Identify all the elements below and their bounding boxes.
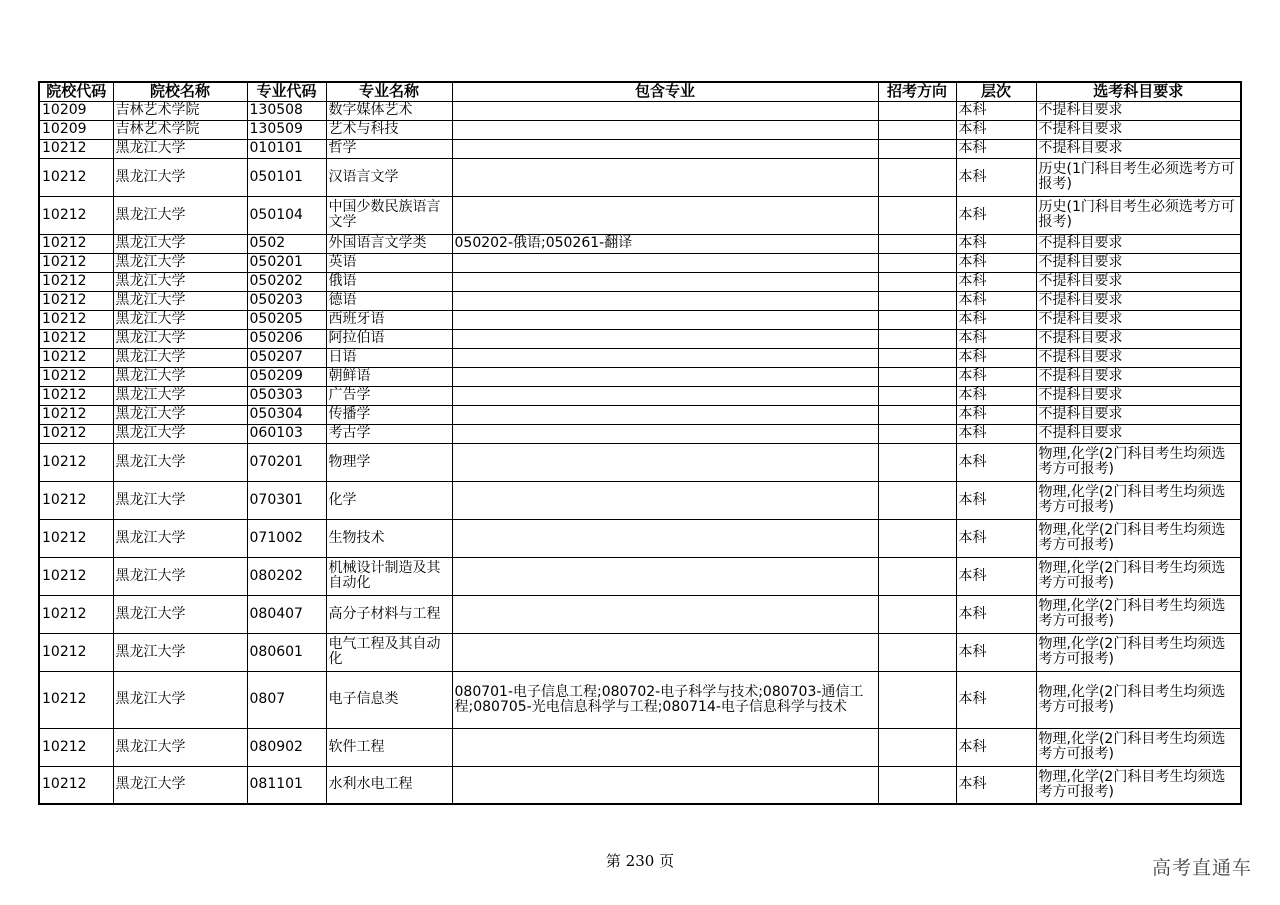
table-row (39, 120, 1241, 139)
major-code-cell: 050101 (247, 158, 326, 196)
level-cell: 本科 (956, 424, 1036, 443)
major-name-cell: 中国少数民族语言文学 (326, 196, 452, 234)
school-name-cell: 黑龙江大学 (113, 405, 247, 424)
school-name-cell: 黑龙江大学 (113, 424, 247, 443)
major-name-cell: 电气工程及其自动化 (326, 633, 452, 671)
level-cell: 本科 (956, 671, 1036, 728)
level-cell: 本科 (956, 196, 1036, 234)
school-code-cell: 10212 (39, 329, 113, 348)
table-row (39, 253, 1241, 272)
included-majors-cell (452, 120, 878, 139)
watermark-text: 高考直通车 (1151, 857, 1252, 879)
school-code-cell: 10212 (39, 671, 113, 728)
school-name-cell: 黑龙江大学 (113, 158, 247, 196)
major-name-cell: 电子信息类 (326, 671, 452, 728)
school-name-cell: 黑龙江大学 (113, 633, 247, 671)
level-cell: 本科 (956, 120, 1036, 139)
major-code-cell: 050202 (247, 272, 326, 291)
major-name-cell: 数字媒体艺术 (326, 101, 452, 120)
table-row (39, 671, 1241, 728)
school-name-cell: 黑龙江大学 (113, 253, 247, 272)
subject-requirement-cell: 不提科目要求 (1036, 120, 1241, 139)
direction-cell (878, 728, 956, 766)
major-name-cell: 机械设计制造及其自动化 (326, 557, 452, 595)
subject-requirement-cell: 物理,化学(2门科目考生均须选考方可报考) (1036, 481, 1241, 519)
school-code-cell: 10212 (39, 272, 113, 291)
table-row (39, 766, 1241, 804)
school-name-cell: 黑龙江大学 (113, 348, 247, 367)
major-code-cell: 050207 (247, 348, 326, 367)
subject-requirement-cell: 历史(1门科目考生必须选考方可报考) (1036, 158, 1241, 196)
table-row (39, 633, 1241, 671)
major-code-cell: 050209 (247, 367, 326, 386)
major-code-cell: 070201 (247, 443, 326, 481)
major-name-cell: 汉语言文学 (326, 158, 452, 196)
table-row (39, 158, 1241, 196)
major-name-cell: 俄语 (326, 272, 452, 291)
major-code-cell: 080202 (247, 557, 326, 595)
level-cell: 本科 (956, 766, 1036, 804)
direction-cell (878, 101, 956, 120)
major-name-cell: 高分子材料与工程 (326, 595, 452, 633)
school-code-cell: 10212 (39, 728, 113, 766)
school-code-cell: 10212 (39, 291, 113, 310)
school-code-cell: 10212 (39, 443, 113, 481)
major-code-cell: 080407 (247, 595, 326, 633)
column-header: 招考方向 (878, 82, 956, 101)
major-code-cell: 050203 (247, 291, 326, 310)
subject-requirement-cell: 不提科目要求 (1036, 291, 1241, 310)
school-name-cell: 黑龙江大学 (113, 196, 247, 234)
column-header: 包含专业 (452, 82, 878, 101)
included-majors-cell (452, 481, 878, 519)
included-majors-cell (452, 728, 878, 766)
direction-cell (878, 234, 956, 253)
direction-cell (878, 481, 956, 519)
major-code-cell: 050205 (247, 310, 326, 329)
major-code-cell: 010101 (247, 139, 326, 158)
direction-cell (878, 386, 956, 405)
direction-cell (878, 253, 956, 272)
major-code-cell: 050104 (247, 196, 326, 234)
level-cell: 本科 (956, 272, 1036, 291)
table-body (39, 101, 1241, 804)
included-majors-cell (452, 139, 878, 158)
level-cell: 本科 (956, 481, 1036, 519)
table-row (39, 310, 1241, 329)
major-code-cell: 071002 (247, 519, 326, 557)
direction-cell (878, 443, 956, 481)
level-cell: 本科 (956, 291, 1036, 310)
major-code-cell: 050304 (247, 405, 326, 424)
school-code-cell: 10212 (39, 424, 113, 443)
included-majors-cell (452, 253, 878, 272)
included-majors-cell (452, 766, 878, 804)
admission-table-container (38, 81, 1240, 805)
school-code-cell: 10209 (39, 120, 113, 139)
included-majors-cell (452, 367, 878, 386)
included-majors-cell (452, 405, 878, 424)
page-number: 第 230 页 (605, 852, 675, 870)
subject-requirement-cell: 物理,化学(2门科目考生均须选考方可报考) (1036, 443, 1241, 481)
school-name-cell: 黑龙江大学 (113, 291, 247, 310)
subject-requirement-cell: 物理,化学(2门科目考生均须选考方可报考) (1036, 766, 1241, 804)
direction-cell (878, 633, 956, 671)
school-name-cell: 黑龙江大学 (113, 728, 247, 766)
major-code-cell: 050206 (247, 329, 326, 348)
column-header: 院校代码 (39, 82, 113, 101)
level-cell: 本科 (956, 386, 1036, 405)
level-cell: 本科 (956, 310, 1036, 329)
school-code-cell: 10212 (39, 386, 113, 405)
subject-requirement-cell: 历史(1门科目考生必须选考方可报考) (1036, 196, 1241, 234)
major-name-cell: 艺术与科技 (326, 120, 452, 139)
subject-requirement-cell: 不提科目要求 (1036, 367, 1241, 386)
school-name-cell: 黑龙江大学 (113, 272, 247, 291)
column-header: 专业名称 (326, 82, 452, 101)
level-cell: 本科 (956, 139, 1036, 158)
subject-requirement-cell: 不提科目要求 (1036, 424, 1241, 443)
direction-cell (878, 671, 956, 728)
major-code-cell: 130509 (247, 120, 326, 139)
major-name-cell: 生物技术 (326, 519, 452, 557)
school-code-cell: 10212 (39, 766, 113, 804)
school-code-cell: 10212 (39, 253, 113, 272)
school-name-cell: 黑龙江大学 (113, 367, 247, 386)
level-cell: 本科 (956, 405, 1036, 424)
table-row (39, 557, 1241, 595)
subject-requirement-cell: 物理,化学(2门科目考生均须选考方可报考) (1036, 595, 1241, 633)
direction-cell (878, 291, 956, 310)
table-row (39, 272, 1241, 291)
subject-requirement-cell: 不提科目要求 (1036, 272, 1241, 291)
major-code-cell: 080902 (247, 728, 326, 766)
direction-cell (878, 120, 956, 139)
school-name-cell: 黑龙江大学 (113, 671, 247, 728)
subject-requirement-cell: 物理,化学(2门科目考生均须选考方可报考) (1036, 728, 1241, 766)
school-name-cell: 吉林艺术学院 (113, 120, 247, 139)
level-cell: 本科 (956, 728, 1036, 766)
included-majors-cell (452, 557, 878, 595)
level-cell: 本科 (956, 329, 1036, 348)
level-cell: 本科 (956, 557, 1036, 595)
table-row (39, 139, 1241, 158)
included-majors-cell (452, 158, 878, 196)
included-majors-cell (452, 519, 878, 557)
table-row (39, 595, 1241, 633)
school-name-cell: 黑龙江大学 (113, 386, 247, 405)
level-cell: 本科 (956, 443, 1036, 481)
major-name-cell: 德语 (326, 291, 452, 310)
subject-requirement-cell: 不提科目要求 (1036, 253, 1241, 272)
table-row (39, 291, 1241, 310)
direction-cell (878, 139, 956, 158)
subject-requirement-cell: 物理,化学(2门科目考生均须选考方可报考) (1036, 519, 1241, 557)
subject-requirement-cell: 物理,化学(2门科目考生均须选考方可报考) (1036, 557, 1241, 595)
major-code-cell: 130508 (247, 101, 326, 120)
level-cell: 本科 (956, 633, 1036, 671)
direction-cell (878, 310, 956, 329)
direction-cell (878, 595, 956, 633)
major-code-cell: 081101 (247, 766, 326, 804)
major-name-cell: 西班牙语 (326, 310, 452, 329)
direction-cell (878, 272, 956, 291)
level-cell: 本科 (956, 367, 1036, 386)
subject-requirement-cell: 不提科目要求 (1036, 405, 1241, 424)
level-cell: 本科 (956, 158, 1036, 196)
table-row (39, 481, 1241, 519)
included-majors-cell (452, 348, 878, 367)
school-name-cell: 吉林艺术学院 (113, 101, 247, 120)
table-row (39, 234, 1241, 253)
included-majors-cell (452, 291, 878, 310)
level-cell: 本科 (956, 595, 1036, 633)
table-row (39, 443, 1241, 481)
subject-requirement-cell: 不提科目要求 (1036, 348, 1241, 367)
included-majors-cell (452, 196, 878, 234)
major-name-cell: 英语 (326, 253, 452, 272)
direction-cell (878, 158, 956, 196)
column-header: 层次 (956, 82, 1036, 101)
major-name-cell: 物理学 (326, 443, 452, 481)
included-majors-cell: 080701-电子信息工程;080702-电子科学与技术;080703-通信工程;080705-光电信息科学与工程;080714-电子信息科学与技术 (452, 671, 878, 728)
school-name-cell: 黑龙江大学 (113, 481, 247, 519)
school-code-cell: 10212 (39, 367, 113, 386)
direction-cell (878, 519, 956, 557)
table-row (39, 196, 1241, 234)
table-row (39, 519, 1241, 557)
school-name-cell: 黑龙江大学 (113, 443, 247, 481)
table-header-row (39, 82, 1241, 101)
school-name-cell: 黑龙江大学 (113, 519, 247, 557)
major-name-cell: 考古学 (326, 424, 452, 443)
included-majors-cell (452, 633, 878, 671)
major-name-cell: 哲学 (326, 139, 452, 158)
major-name-cell: 外国语言文学类 (326, 234, 452, 253)
major-name-cell: 日语 (326, 348, 452, 367)
school-code-cell: 10212 (39, 158, 113, 196)
school-name-cell: 黑龙江大学 (113, 329, 247, 348)
major-code-cell: 060103 (247, 424, 326, 443)
major-name-cell: 传播学 (326, 405, 452, 424)
included-majors-cell (452, 386, 878, 405)
level-cell: 本科 (956, 253, 1036, 272)
direction-cell (878, 367, 956, 386)
school-name-cell: 黑龙江大学 (113, 766, 247, 804)
subject-requirement-cell: 不提科目要求 (1036, 310, 1241, 329)
included-majors-cell (452, 595, 878, 633)
school-code-cell: 10212 (39, 405, 113, 424)
subject-requirement-cell: 不提科目要求 (1036, 386, 1241, 405)
subject-requirement-cell: 物理,化学(2门科目考生均须选考方可报考) (1036, 671, 1241, 728)
level-cell: 本科 (956, 519, 1036, 557)
major-name-cell: 水利水电工程 (326, 766, 452, 804)
major-code-cell: 050303 (247, 386, 326, 405)
major-code-cell: 080601 (247, 633, 326, 671)
table-row (39, 367, 1241, 386)
school-name-cell: 黑龙江大学 (113, 595, 247, 633)
level-cell: 本科 (956, 234, 1036, 253)
school-code-cell: 10212 (39, 348, 113, 367)
column-header: 院校名称 (113, 82, 247, 101)
school-code-cell: 10212 (39, 633, 113, 671)
direction-cell (878, 405, 956, 424)
direction-cell (878, 766, 956, 804)
level-cell: 本科 (956, 348, 1036, 367)
major-name-cell: 化学 (326, 481, 452, 519)
major-code-cell: 0807 (247, 671, 326, 728)
school-name-cell: 黑龙江大学 (113, 234, 247, 253)
table-row (39, 348, 1241, 367)
table-row (39, 329, 1241, 348)
subject-requirement-cell: 不提科目要求 (1036, 139, 1241, 158)
subject-requirement-cell: 物理,化学(2门科目考生均须选考方可报考) (1036, 633, 1241, 671)
school-code-cell: 10212 (39, 595, 113, 633)
included-majors-cell (452, 329, 878, 348)
included-majors-cell (452, 272, 878, 291)
school-name-cell: 黑龙江大学 (113, 139, 247, 158)
table-row (39, 424, 1241, 443)
table-row (39, 101, 1241, 120)
direction-cell (878, 424, 956, 443)
direction-cell (878, 196, 956, 234)
included-majors-cell (452, 310, 878, 329)
table-row (39, 728, 1241, 766)
column-header: 选考科目要求 (1036, 82, 1241, 101)
school-code-cell: 10212 (39, 310, 113, 329)
school-name-cell: 黑龙江大学 (113, 557, 247, 595)
admission-table (38, 81, 1242, 805)
school-code-cell: 10212 (39, 481, 113, 519)
major-name-cell: 朝鲜语 (326, 367, 452, 386)
major-name-cell: 广告学 (326, 386, 452, 405)
major-name-cell: 软件工程 (326, 728, 452, 766)
school-code-cell: 10212 (39, 557, 113, 595)
subject-requirement-cell: 不提科目要求 (1036, 234, 1241, 253)
included-majors-cell (452, 443, 878, 481)
major-code-cell: 050201 (247, 253, 326, 272)
direction-cell (878, 557, 956, 595)
level-cell: 本科 (956, 101, 1036, 120)
subject-requirement-cell: 不提科目要求 (1036, 101, 1241, 120)
school-code-cell: 10212 (39, 234, 113, 253)
school-name-cell: 黑龙江大学 (113, 310, 247, 329)
subject-requirement-cell: 不提科目要求 (1036, 329, 1241, 348)
included-majors-cell: 050202-俄语;050261-翻译 (452, 234, 878, 253)
direction-cell (878, 348, 956, 367)
major-code-cell: 070301 (247, 481, 326, 519)
major-name-cell: 阿拉伯语 (326, 329, 452, 348)
included-majors-cell (452, 101, 878, 120)
school-code-cell: 10209 (39, 101, 113, 120)
table-row (39, 386, 1241, 405)
included-majors-cell (452, 424, 878, 443)
direction-cell (878, 329, 956, 348)
school-code-cell: 10212 (39, 196, 113, 234)
column-header: 专业代码 (247, 82, 326, 101)
school-code-cell: 10212 (39, 139, 113, 158)
school-code-cell: 10212 (39, 519, 113, 557)
major-code-cell: 0502 (247, 234, 326, 253)
table-row (39, 405, 1241, 424)
